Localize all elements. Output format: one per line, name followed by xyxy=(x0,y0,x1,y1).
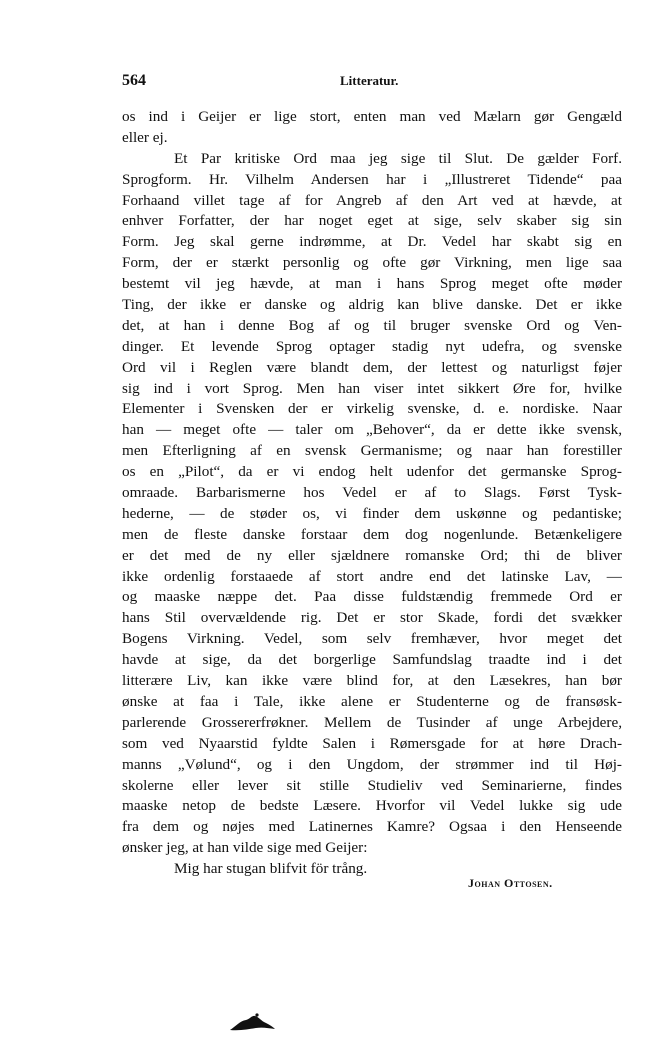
text-line: ikke ordenlig forstaaede af stort andre end det latinske Lav, — xyxy=(122,567,622,585)
text-line: sig ind i vort Sprog. Men han viser intet sikkert Øre for, hvilke xyxy=(122,379,622,397)
text-line: Et Par kritiske Ord maa jeg sige til Slut. De gælder Forf. xyxy=(174,149,622,167)
text-line: fra dem og nøjes med Latinernes Kamre? Ogsaa i den Henseende xyxy=(122,818,622,836)
text-line: enhver Forfatter, der har noget eget at sige, selv skaber sig sin xyxy=(122,212,622,230)
text-line: og maaske næppe det. Paa disse fuldstændig fremmede Ord er xyxy=(122,588,622,606)
text-line: Elementer i Svensken der er virkelig svenske, d. e. nordiske. Naar xyxy=(122,400,622,418)
text-line: hederne, — de støder os, vi finder dem uskønne og pedantiske; xyxy=(122,504,622,522)
text-line: hans Stil overvældende rig. Det er stor Skade, fordi det svækker xyxy=(122,609,622,627)
text-line: os en „Pilot“, da er vi endog helt udenfor det germanske Sprog- xyxy=(122,463,622,481)
running-title: Litteratur. xyxy=(340,73,399,88)
text-line: ønsker jeg, at han vilde sige med Geijer: xyxy=(122,839,368,857)
author-signature: Johan Ottosen. xyxy=(468,876,553,890)
text-line: det, at han i denne Bog af og til bruger svenske Ord og Ven- xyxy=(122,316,622,334)
text-line: Ting, der ikke er danske og aldrig kan blive danske. Det er ikke xyxy=(122,296,622,314)
text-line: manns „Vølund“, og i den Ungdom, der strømmer ind til Høj- xyxy=(122,755,622,773)
text-line: Ord vil i Reglen være blandt dem, der lettest og naturligst føjer xyxy=(122,358,622,376)
page-number: 564 xyxy=(122,72,146,89)
article-body xyxy=(122,107,622,880)
text-line: litterære Liv, kan ikke være blind for, at den Læsekres, han bør xyxy=(122,672,622,690)
text-line: er det med de ny eller sjældnere romanske Ord; thi de bliver xyxy=(122,546,622,564)
text-line: Forhaand villet tage af for Angreb af den Art ved at hævde, at xyxy=(122,191,622,209)
text-line: ønske at faa i Tale, ikke alene er Studenterne og de fransøsk- xyxy=(122,692,622,710)
text-line: eller ej. xyxy=(122,128,168,146)
text-line: skolerne eller lever sit stille Studieliv ved Seminarierne, findes xyxy=(122,776,622,794)
text-line: han — meget ofte — taler om „Behover“, da er dette ikke svensk, xyxy=(122,421,622,439)
text-line: Form, der er stærkt personlig og ofte gør Virkning, men lige saa xyxy=(122,254,622,272)
text-line: Mig har stugan blifvit för trång. xyxy=(174,860,368,878)
text-line: Sprogform. Hr. Vilhelm Andersen har i „Illustreret Tidende“ paa xyxy=(122,170,622,188)
text-line: havde at sige, da det borgerlige Samfundslag traadte ind i det xyxy=(122,651,622,669)
text-line: Form. Jeg skal gerne indrømme, at Dr. Vedel har skabt sig en xyxy=(122,233,622,251)
text-line: bestemt vil jeg hævde, at man i hans Sprog meget ofte møder xyxy=(122,275,622,293)
text-line: Bogens Virkning. Vedel, som selv fremhæver, hvor meget det xyxy=(122,630,622,648)
text-line: parlerende Grossererfrøkner. Mellem de Tusinder af unge Arbejdere, xyxy=(122,713,622,731)
text-line: maaske netop de bedste Læsere. Hvorfor vil Vedel lukke sig ude xyxy=(122,797,622,815)
text-line: omraade. Barbarismerne hos Vedel er af to Slags. Først Tysk- xyxy=(122,484,622,502)
text-line: men de fleste danske forstaar dem dog nogenlunde. Betænkeligere xyxy=(122,525,622,543)
fleuron-ornament-icon xyxy=(228,1012,276,1032)
text-line: dinger. Et levende Sprog optager stadig nyt udefra, og svenske xyxy=(122,337,622,355)
text-line: os ind i Geijer er lige stort, enten man ved Mælarn gør Gengæld xyxy=(122,108,622,125)
text-line: men Efterligning af en svensk Germanisme; og naar han forestiller xyxy=(122,442,622,460)
running-head xyxy=(122,72,622,94)
text-line: som ved Nyaarstid fyldte Salen i Rømersgade for at høre Drach- xyxy=(122,734,622,752)
